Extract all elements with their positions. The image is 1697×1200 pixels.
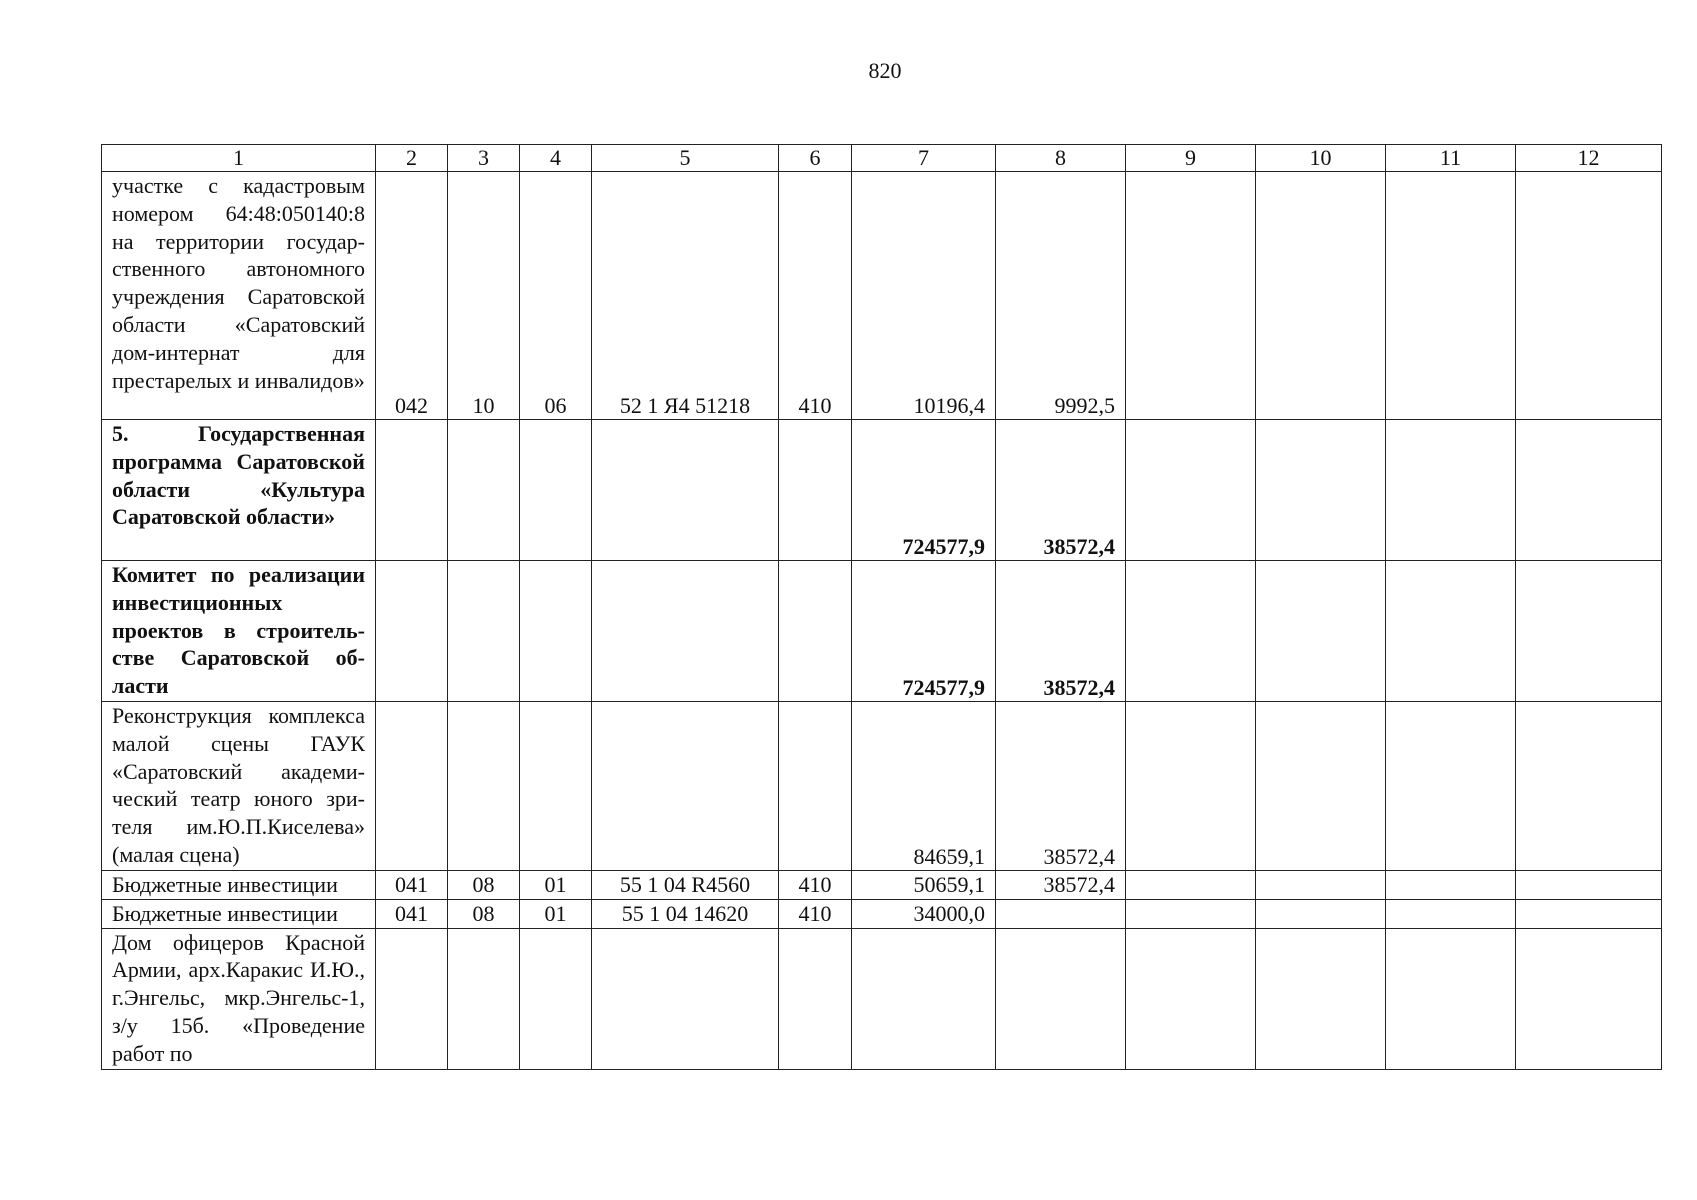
column-header: 11 xyxy=(1386,145,1516,172)
cell-target-article: 55 1 04 R4560 xyxy=(592,871,779,900)
cell-amount-11 xyxy=(1386,420,1516,561)
cell-amount-12 xyxy=(1516,702,1662,871)
column-header: 7 xyxy=(852,145,996,172)
cell-amount-7: 34000,0 xyxy=(852,899,996,928)
cell-subsection xyxy=(520,420,592,561)
column-header: 8 xyxy=(996,145,1126,172)
cell-amount-12 xyxy=(1516,871,1662,900)
cell-amount-8: 38572,4 xyxy=(996,871,1126,900)
cell-amount-10 xyxy=(1256,928,1386,1069)
cell-expense-type xyxy=(779,561,852,702)
cell-ministry-code: 041 xyxy=(376,899,448,928)
row-description: 5. Государственная программа Саратовской области «Культура Саратовской области» xyxy=(102,420,376,561)
cell-amount-9 xyxy=(1126,899,1256,928)
budget-table xyxy=(101,144,1662,1070)
cell-expense-type: 410 xyxy=(779,871,852,900)
cell-expense-type xyxy=(779,420,852,561)
cell-expense-type xyxy=(779,928,852,1069)
cell-ministry-code xyxy=(376,928,448,1069)
column-header: 1 xyxy=(102,145,376,172)
cell-section xyxy=(448,420,520,561)
cell-ministry-code xyxy=(376,561,448,702)
cell-target-article xyxy=(592,928,779,1069)
cell-section xyxy=(448,928,520,1069)
cell-amount-10 xyxy=(1256,561,1386,702)
table-row xyxy=(102,702,1662,871)
cell-target-article: 55 1 04 14620 xyxy=(592,899,779,928)
cell-amount-9 xyxy=(1126,928,1256,1069)
column-header: 5 xyxy=(592,145,779,172)
cell-target-article xyxy=(592,420,779,561)
cell-amount-8: 38572,4 xyxy=(996,420,1126,561)
cell-amount-12 xyxy=(1516,420,1662,561)
cell-amount-7: 84659,1 xyxy=(852,702,996,871)
cell-amount-9 xyxy=(1126,561,1256,702)
cell-amount-9 xyxy=(1126,702,1256,871)
cell-amount-8: 38572,4 xyxy=(996,561,1126,702)
cell-amount-9 xyxy=(1126,420,1256,561)
table-header-row xyxy=(102,145,1662,172)
cell-target-article xyxy=(592,561,779,702)
cell-amount-11 xyxy=(1386,871,1516,900)
column-header: 2 xyxy=(376,145,448,172)
cell-section: 08 xyxy=(448,899,520,928)
cell-ministry-code xyxy=(376,420,448,561)
column-header: 4 xyxy=(520,145,592,172)
cell-ministry-code: 042 xyxy=(376,172,448,420)
column-header: 6 xyxy=(779,145,852,172)
cell-expense-type: 410 xyxy=(779,899,852,928)
cell-amount-12 xyxy=(1516,172,1662,420)
row-description: Дом офицеров Красной Армии, арх.Каракис И.Ю., г.Энгельс, мкр.Энгельс-1, з/у 15б. «Проведение работ по xyxy=(102,928,376,1069)
cell-amount-11 xyxy=(1386,561,1516,702)
cell-section: 08 xyxy=(448,871,520,900)
cell-amount-11 xyxy=(1386,899,1516,928)
cell-amount-8: 38572,4 xyxy=(996,702,1126,871)
page-number: 820 xyxy=(868,58,902,83)
cell-amount-7: 724577,9 xyxy=(852,561,996,702)
cell-subsection: 01 xyxy=(520,871,592,900)
row-description: Комитет по реализации инвестиционных проектов в строительстве Саратовской области xyxy=(102,561,376,702)
cell-amount-12 xyxy=(1516,561,1662,702)
cell-ministry-code: 041 xyxy=(376,871,448,900)
cell-amount-11 xyxy=(1386,172,1516,420)
cell-target-article xyxy=(592,702,779,871)
cell-expense-type: 410 xyxy=(779,172,852,420)
cell-section xyxy=(448,702,520,871)
row-description: Бюджетные инвестиции xyxy=(102,871,376,900)
cell-amount-8 xyxy=(996,899,1126,928)
cell-ministry-code xyxy=(376,702,448,871)
cell-amount-7: 724577,9 xyxy=(852,420,996,561)
row-description: Бюджетные инвестиции xyxy=(102,899,376,928)
table-row xyxy=(102,928,1662,1069)
table-row xyxy=(102,172,1662,420)
cell-subsection xyxy=(520,561,592,702)
row-description: участке с кадастровым номером 64:48:050140:8 на территории государственного автономного учреждения Саратовской области «Саратовский дом-интернат для престарелых и инвалидов» xyxy=(102,172,376,420)
cell-amount-8: 9992,5 xyxy=(996,172,1126,420)
column-header: 9 xyxy=(1126,145,1256,172)
column-header: 3 xyxy=(448,145,520,172)
cell-subsection xyxy=(520,928,592,1069)
table-row xyxy=(102,420,1662,561)
cell-amount-7: 10196,4 xyxy=(852,172,996,420)
table-row xyxy=(102,871,1662,900)
cell-subsection: 06 xyxy=(520,172,592,420)
table-row xyxy=(102,899,1662,928)
cell-amount-7 xyxy=(852,928,996,1069)
cell-amount-11 xyxy=(1386,702,1516,871)
cell-amount-9 xyxy=(1126,172,1256,420)
cell-amount-12 xyxy=(1516,928,1662,1069)
cell-subsection: 01 xyxy=(520,899,592,928)
column-header: 10 xyxy=(1256,145,1386,172)
cell-amount-9 xyxy=(1126,871,1256,900)
cell-subsection xyxy=(520,702,592,871)
cell-amount-8 xyxy=(996,928,1126,1069)
cell-section: 10 xyxy=(448,172,520,420)
cell-amount-10 xyxy=(1256,420,1386,561)
table-row xyxy=(102,561,1662,702)
cell-amount-12 xyxy=(1516,899,1662,928)
cell-amount-11 xyxy=(1386,928,1516,1069)
column-header: 12 xyxy=(1516,145,1662,172)
cell-amount-10 xyxy=(1256,702,1386,871)
cell-expense-type xyxy=(779,702,852,871)
cell-amount-7: 50659,1 xyxy=(852,871,996,900)
cell-amount-10 xyxy=(1256,871,1386,900)
cell-amount-10 xyxy=(1256,172,1386,420)
cell-section xyxy=(448,561,520,702)
row-description: Реконструкция комплекса малой сцены ГАУК «Саратовский академический театр юного зрителя им.Ю.П.Киселева» (малая сцена) xyxy=(102,702,376,871)
cell-amount-10 xyxy=(1256,899,1386,928)
cell-target-article: 52 1 Я4 51218 xyxy=(592,172,779,420)
